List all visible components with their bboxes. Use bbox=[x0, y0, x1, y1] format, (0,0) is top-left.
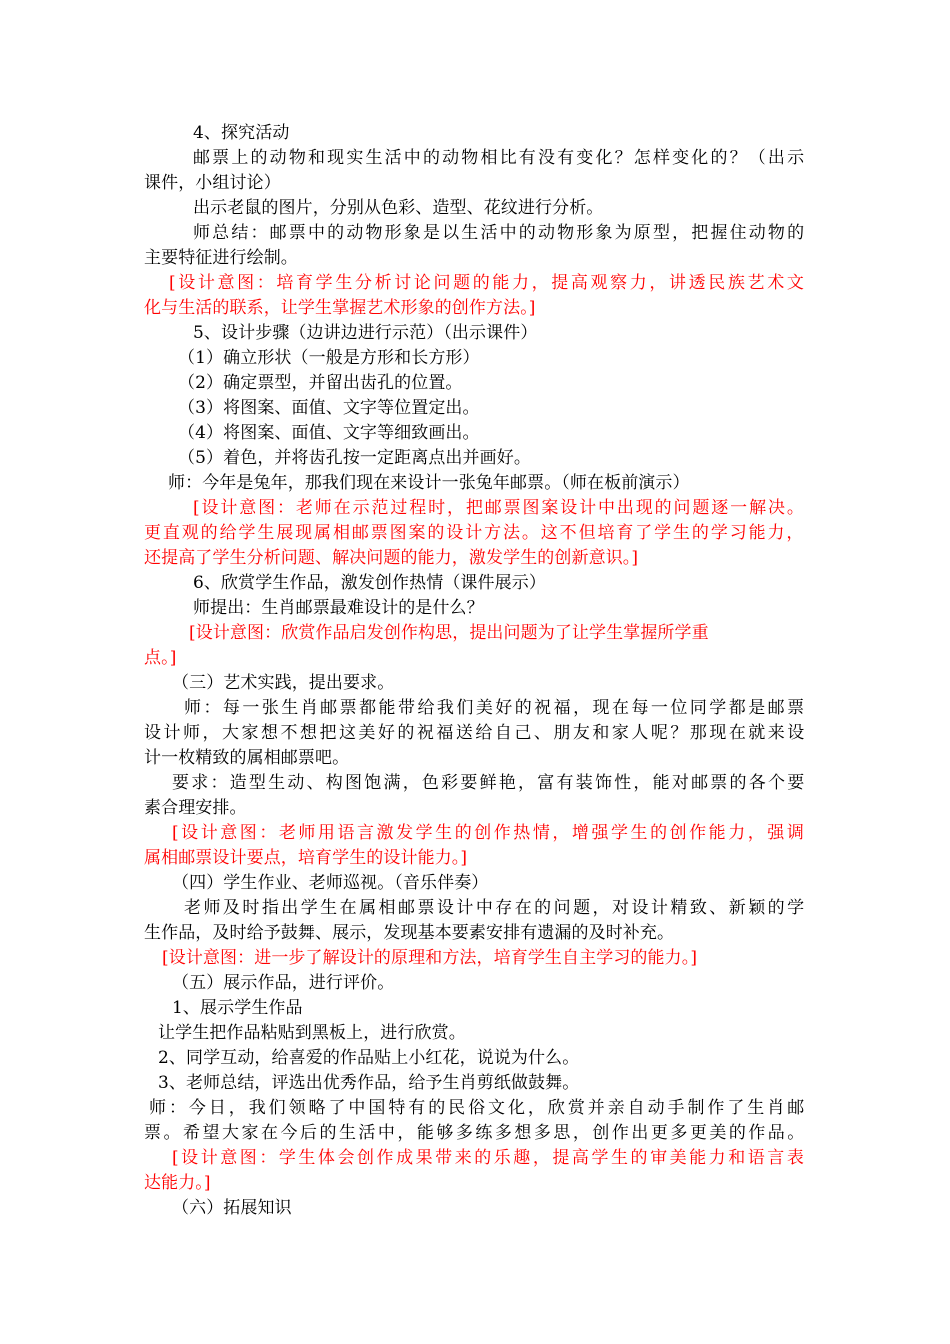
text-line: 6、欣赏学生作品，激发创作热情（课件展示） bbox=[193, 573, 546, 593]
text-line: 票。希望大家在今后的生活中，能够多练多想多思，创作出更多更美的作品。 bbox=[144, 1123, 807, 1143]
text-line: 主要特征进行绘制。 bbox=[144, 248, 298, 268]
text-line: 3、老师总结，评选出优秀作品，给予生肖剪纸做鼓舞。 bbox=[158, 1073, 580, 1093]
text-line: 计一枚精致的属相邮票吧。 bbox=[144, 748, 350, 768]
design-intent-line: [设计意图：培育学生分析讨论问题的能力，提高观察力，讲透民族艺术文 bbox=[169, 273, 807, 293]
text-line: （3）将图案、面值、文字等位置定出。 bbox=[178, 398, 480, 418]
text-line: 邮票上的动物和现实生活中的动物相比有没有变化？怎样变化的？（出示 bbox=[193, 148, 807, 168]
text-line: 师总结：邮票中的动物形象是以生活中的动物形象为原型，把握住动物的 bbox=[193, 223, 807, 243]
text-line: （六）拓展知识 bbox=[172, 1198, 292, 1218]
design-intent-line: [设计意图：老师在示范过程时，把邮票图案设计中出现的问题逐一解决。 bbox=[193, 498, 806, 518]
design-intent-line: [设计意图：欣赏作品启发创作构思，提出问题为了让学生掌握所学重 bbox=[189, 623, 709, 643]
text-line: 生作品，及时给予鼓舞、展示，发现基本要素安排有遗漏的及时补充。 bbox=[144, 923, 675, 943]
design-intent-line: 还提高了学生分析问题、解决问题的能力，激发学生的创新意识。] bbox=[144, 548, 639, 568]
text-line: 4、探究活动 bbox=[193, 123, 290, 143]
text-line: （4）将图案、面值、文字等细致画出。 bbox=[178, 423, 480, 443]
text-line: 要求：造型生动、构图饱满，色彩要鲜艳，富有装饰性，能对邮票的各个要 bbox=[172, 773, 807, 793]
text-line: 师：今日，我们领略了中国特有的民俗文化，欣赏并亲自动手制作了生肖邮 bbox=[149, 1098, 808, 1118]
design-intent-line: 属相邮票设计要点，培育学生的设计能力。] bbox=[144, 848, 468, 868]
design-intent-line: [设计意图：进一步了解设计的原理和方法，培育学生自主学习的能力。] bbox=[162, 948, 698, 968]
text-line: 让学生把作品粘贴到黑板上，进行欣赏。 bbox=[158, 1023, 466, 1043]
text-line: 5、设计步骤（边讲边进行示范）（出示课件） bbox=[193, 323, 538, 343]
text-line: （四）学生作业、老师巡视。（音乐伴奏） bbox=[172, 873, 489, 893]
text-line: 1、展示学生作品 bbox=[172, 998, 303, 1018]
text-line: 师：每一张生肖邮票都能带给我们美好的祝福，现在每一位同学都是邮票 bbox=[184, 698, 807, 718]
design-intent-line: [设计意图：学生体会创作成果带来的乐趣，提高学生的审美能力和语言表 bbox=[172, 1148, 807, 1168]
design-intent-line: [设计意图：老师用语言激发学生的创作热情，增强学生的创作能力，强调 bbox=[172, 823, 807, 843]
text-line: 师：今年是兔年，那我们现在来设计一张兔年邮票。（师在板前演示） bbox=[168, 473, 690, 493]
text-line: 素合理安排。 bbox=[144, 798, 247, 818]
text-line: （五）展示作品，进行评价。 bbox=[172, 973, 395, 993]
text-line: 课件，小组讨论） bbox=[144, 173, 281, 193]
text-line: 师提出：生肖邮票最难设计的是什么？ bbox=[193, 598, 484, 618]
text-line: （5）着色，并将齿孔按一定距离点出并画好。 bbox=[178, 448, 531, 468]
text-line: （2）确定票型，并留出齿孔的位置。 bbox=[178, 373, 463, 393]
text-line: 出示老鼠的图片，分别从色彩、造型、花纹进行分析。 bbox=[193, 198, 604, 218]
design-intent-line: 点。] bbox=[144, 648, 177, 668]
text-line: 老师及时指出学生在属相邮票设计中存在的问题，对设计精致、新颖的学 bbox=[184, 898, 807, 918]
text-line: （1）确立形状（一般是方形和长方形） bbox=[178, 348, 480, 368]
text-line: 2、同学互动，给喜爱的作品贴上小红花，说说为什么。 bbox=[158, 1048, 580, 1068]
design-intent-line: 化与生活的联系，让学生掌握艺术形象的创作方法。] bbox=[144, 298, 536, 318]
text-line: 设计师，大家想不想把这美好的祝福送给自己、朋友和家人呢？那现在就来设 bbox=[144, 723, 807, 743]
design-intent-line: 更直观的给学生展现属相邮票图案的设计方法。这不但培育了学生的学习能力， bbox=[144, 523, 806, 543]
design-intent-line: 达能力。] bbox=[144, 1173, 211, 1193]
text-line: （三）艺术实践，提出要求。 bbox=[172, 673, 395, 693]
